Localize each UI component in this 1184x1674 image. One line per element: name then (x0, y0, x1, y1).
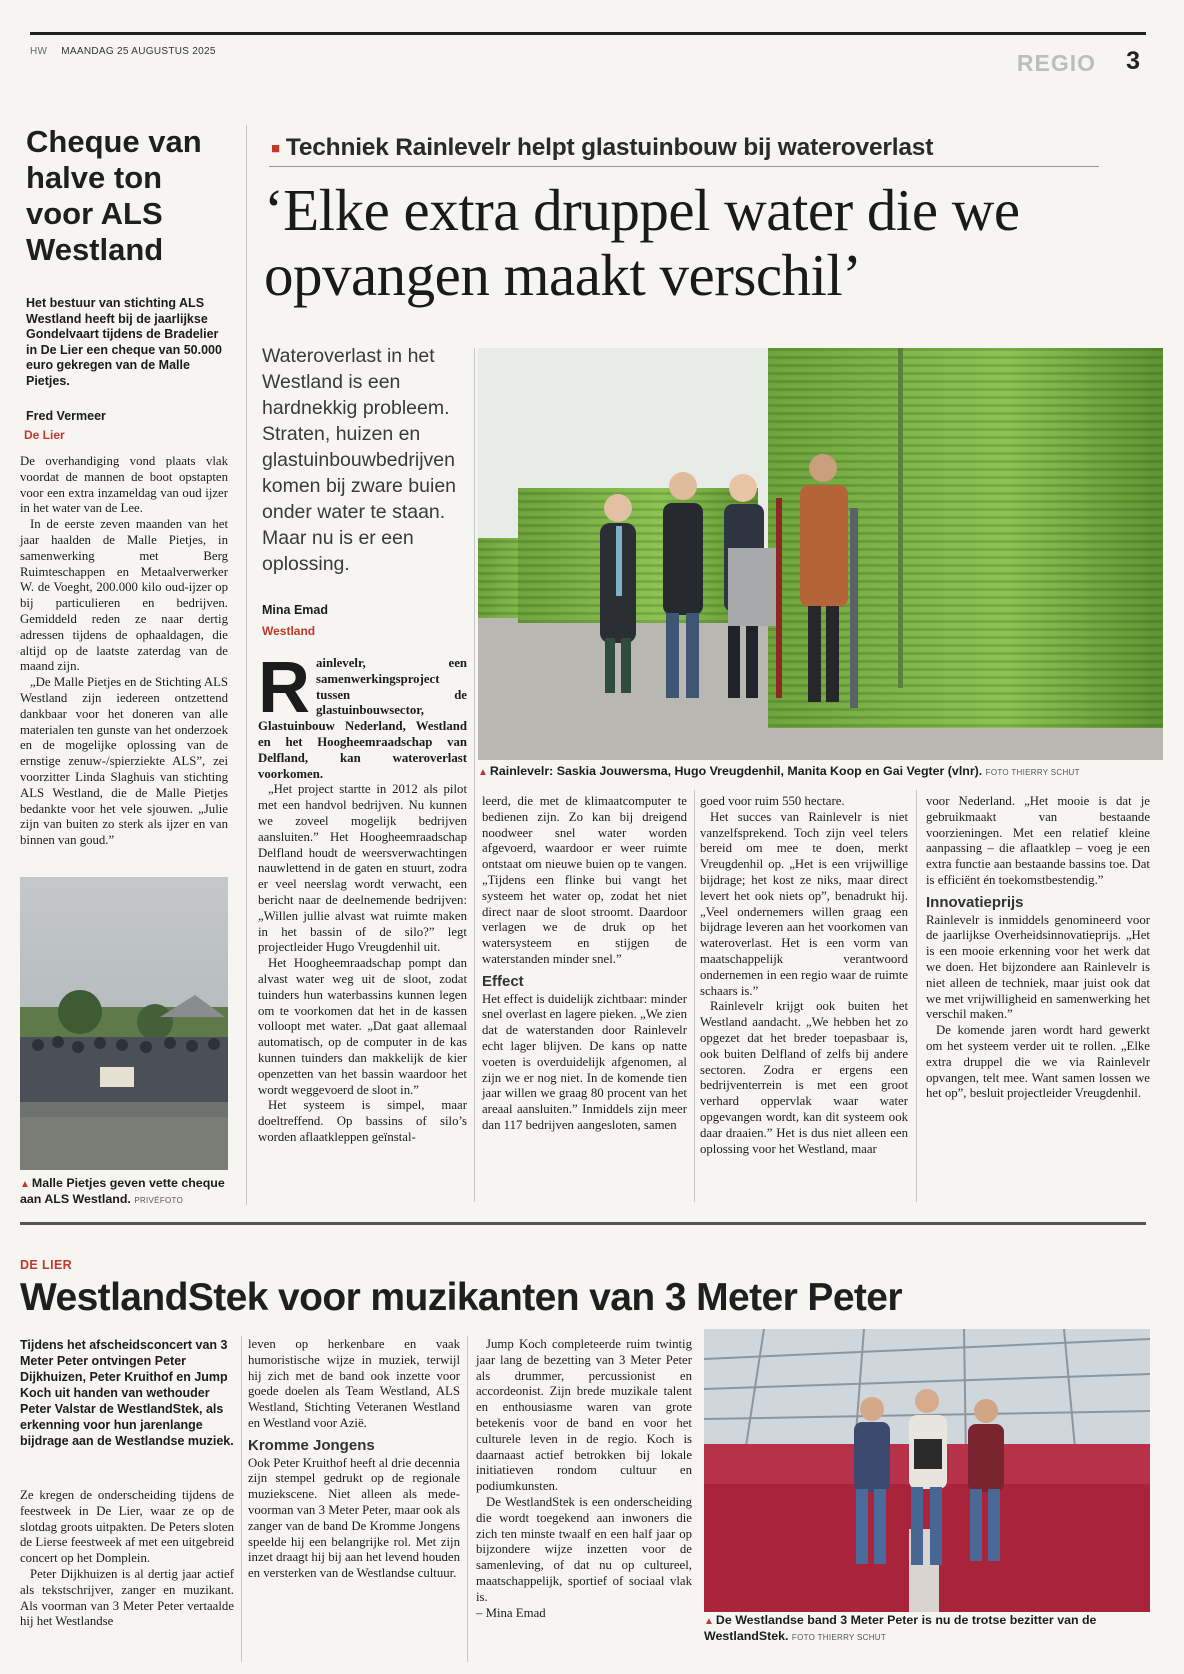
left-author: Fred Vermeer (26, 409, 106, 423)
subhead-kromme-jongens: Kromme Jongens (248, 1436, 375, 1454)
main-caption-text: Rainlevelr: Saskia Jouwersma, Hugo Vreugdenhil, Manita Koop en Gai Vegter (vlnr). (489, 764, 983, 778)
main-photo-caption (478, 764, 1163, 780)
cheque-photo-illustration (20, 877, 228, 1170)
issue-date: MAANDAG 25 AUGUSTUS 2025 (61, 46, 216, 57)
signoff: – Mina Emad (476, 1605, 546, 1620)
column-divider (467, 1336, 468, 1662)
main-paragraph: Het succes van Rainlevelr is niet vanzelfsprekend. Toch zijn veel telers bereid om mee te doen, merkt Vreugdenhil op. „Het is een vrijwillige bijdrage; het kost ze niks, maar direct levert het ook niets op”, benadrukt hij. „Veel ondernemers willen graag een bijdrage leveren aan het voorkomen van wateroverlast. Het is een vorm van maatschappelijk verantwoord ondernemen in een regio waar de ruimte schaars is.” (700, 809, 908, 998)
main-kicker (271, 134, 1101, 162)
bottom-column-3 (476, 1337, 692, 1621)
left-body (20, 454, 228, 849)
section-name: REGIO (1016, 50, 1096, 76)
subhead-effect: Effect (482, 972, 524, 990)
paper-code: HW (30, 46, 48, 57)
bottom-column-2 (248, 1337, 460, 1582)
left-photo-credit: PRIVÉFOTO (134, 1196, 184, 1205)
main-headline: ‘Elke extra druppel water die we opvangen maakt verschil’ (264, 177, 1020, 308)
main-paragraph: Het systeem is simpel, maar doeltreffend. Op bassins of silo’s worden aflaatkleppen geïnstal- (258, 1098, 467, 1144)
main-photo-credit: FOTO THIERRY SCHUT (985, 768, 1080, 777)
main-column-3 (700, 794, 908, 1157)
bottom-paragraph: Jump Koch completeerde ruim twintig jaar lang de bezetting van 3 Meter Peter als drummer, percussionist en accordeonist. Zijn brede muzikale talent en enthousiasme waren van grote betekenis voor de band en voor het culturele leven in de regio. Koch is daarnaast actief betrokken bij lokale initiatieven rondom cultuur en podiumkunsten. (476, 1337, 692, 1494)
main-paragraph: voor Nederland. „Het mooie is dat je gebruikmaakt van bestaande voorzieningen. Met een relatief kleine aanpassing – die aflaatklep – voeg je een extra functie aan bestaande bassins toe. Dat is efficiënt én toekomstbestendig.” (926, 794, 1150, 887)
main-paragraph: Het Hoogheemraadschap pompt dan alvast water weg uit de sloot, zodat tuinders hun waterbassins kunnen legen om te voorkomen dat het in de kassen volloopt met water. „Dat gaat allemaal automatisch, op de computer in de kas kunnen tuinders dan makkelijk de kier openzetten van het bassin waardoor het wordt weggevoerd de sloot in.” (258, 956, 467, 1097)
main-paragraph: leerd, die met de klimaatcomputer te bedienen zijn. Zo kan bij dreigend noodweer snel water worden afgevoerd, waardoor er weer ruimte ontstaat om nieuwe buien op te vangen. „Tijdens een flinke bui vangt het systeem het water op, zodat het niet direct naar de sloot stroomt. Daardoor verlagen we de druk op het watersysteem en stijgen de waterstanden minder snel.” (482, 794, 687, 966)
column-divider (241, 1336, 242, 1662)
bottom-column-1 (20, 1488, 234, 1630)
bottom-paragraph: Ze kregen de onderscheiding tijdens de feestweek in De Lier, waar ze op de slotdag groots uitpakten. De Peters sloten de Lierse feestweek af met een uitgebreid concert op het Domplein. (20, 1488, 234, 1566)
bottom-paragraph: De WestlandStek is een onderscheiding die wordt toegekend aan inwoners die zich ten minste twaalf en een half jaar op bijzondere wijze inzetten voor de samenleving, of dat nu op cultureel, maatschappelijk, sportief of sociaal vlak is. (476, 1494, 692, 1604)
bottom-place: DE LIER (20, 1258, 73, 1272)
main-lead: Rainlevelr, een samenwerkingsproject tussen de glastuinbouwsector, Glastuinbouw Nederland, Westland en het Hoogheemraadschap van Delfland, kan wateroverlast voorkomen. (258, 648, 467, 781)
bottom-paragraph: Peter Dijkhuizen is al dertig jaar actief als tekstschrijver, zanger en muzikant. Als voorman van 3 Meter Peter vertaalde hij het Westlandse (20, 1566, 234, 1629)
main-paragraph: goed voor ruim 550 hectare. (700, 794, 845, 808)
column-divider (916, 790, 917, 1202)
bottom-paragraph: Ook Peter Kruithof heeft al drie decennia zijn stempel gedrukt op de regionale muziekscene. Niet alleen als mede-voorman van 3 Meter Peter, maar ook als zanger van de band De Kromme Jongens speelde hij een belangrijke rol. Met zijn inzet draagt hij bij aan het levend houden en versterken van de Westlandse cultuur. (248, 1455, 460, 1581)
left-paragraph: In de eerste zeven maanden van het jaar haalden de Malle Pietjes, in samenwerking met Berg Ruimteschappen en Metaalverwerker W. de Voeght, 200.000 kilo oud-ijzer op bij particulieren en bedrijven. Gemiddeld reden ze naar dertig adressen tijdens de ophaaldagen, die altijd op de laatste zaterdag van de maand zijn. (20, 517, 228, 674)
main-intro: Wateroverlast in het Westland is een hardnekkig probleem. Straten, huizen en glastuinbouwbedrijven komen bij zware buien onder water te staan. Maar nu is er een oplossing. (262, 345, 457, 575)
main-place: Westland (262, 624, 316, 638)
main-paragraph: De komende jaren wordt hard gewerkt om het systeem verder uit te rollen. „Elke extra druppel die we via Rainlevelr opvangen, telt mee. Want samen lossen we het op”, besluit projectleider Vreugdenhil. (926, 1023, 1150, 1101)
drop-cap: R (258, 648, 310, 728)
bottom-photo-caption (704, 1613, 1156, 1645)
kicker-rule (269, 166, 1099, 167)
left-headline: Cheque van halve ton voor ALS Westland (26, 124, 202, 267)
bottom-paragraph: leven op herkenbare en vaak humoristische wijze in muziek, terwijl hij zich met de band ook inzette voor goede doelen als Team Westland, ALS Westland, Stichting Veteranen Westland en Westland voor Azië. (248, 1337, 460, 1430)
left-paragraph: „De Malle Pietjes en de Stichting ALS Westland zijn iedereen ontzettend dankbaar voor het doneren van alle materialen ten gunste van het onderzoek en de mogelijke oplossing van de ernstige zenuw-/spierziekte ALS”, zei voorzitter Linda Slaghuis van stichting ALS Westland, die de Malle Pietjes bedankte voor het vele sjouwen. „Julie zijn van buiten zo sterk als ijzer en van binnen van goud.” (20, 675, 228, 848)
kicker-triangle-icon: ■ (271, 140, 280, 158)
left-place: De Lier (24, 428, 65, 442)
page-number: 3 (1126, 47, 1140, 75)
main-photo (478, 348, 1163, 760)
main-paragraph: „Het project startte in 2012 als pilot met een handvol bedrijven. Nu kunnen we zoveel mogelijk bedrijven aansluiten.” Het Hoogheemraadschap Delfland houdt de weersverwachtingen nauwlettend in de gaten en stuurt, zodra er veel neerslag wordt verwacht, een bericht naar de deelnemende bedrijven: „Willen jullie alvast wat ruimte maken in het bassin of de silo?” legt projectleider Hugo Vreugdenhil uit. (258, 782, 467, 955)
main-author: Mina Emad (262, 603, 328, 617)
main-paragraph: Rainlevelr krijgt ook buiten het Westland aandacht. „We hebben het zo opgezet dat het breder toepasbaar is, ook buiten Delfland of zelfs bij andere sectoren. Zodra er ergens een bedrijventerrein is met een groot verhard oppervlak waar water opgevangen wordt, kan dit systeem ook daar draaien.” Het is dus niet alleen een oplossing voor het Westland, maar (700, 999, 908, 1156)
main-column-1 (258, 648, 467, 1146)
caption-triangle-icon: ▲ (478, 767, 488, 778)
column-divider (246, 125, 247, 1205)
column-divider (474, 348, 475, 1202)
bottom-headline: WestlandStek voor muzikanten van 3 Meter Peter (20, 1276, 902, 1319)
left-photo-caption (20, 1176, 235, 1208)
greenhouse-band-photo-illustration (704, 1329, 1150, 1612)
left-caption-text: Malle Pietjes geven vette cheque aan ALS Westland. (20, 1176, 225, 1206)
subhead-innovation: Innovatieprijs (926, 893, 1024, 911)
left-photo (20, 877, 228, 1170)
main-column-2 (482, 794, 687, 1134)
bottom-intro: Tijdens het afscheidsconcert van 3 Meter Peter ontvingen Peter Dijkhuizen, Peter Kruithof en Jump Koch uit handen van wethouder Peter Valstar de WestlandStek, als erkenning voor hun jarenlange bijdrage aan de Westlandse muziek. (20, 1338, 234, 1448)
bottom-photo-credit: FOTO THIERRY SCHUT (791, 1633, 887, 1642)
kicker-text: Techniek Rainlevelr helpt glastuinbouw bij wateroverlast (285, 134, 934, 161)
left-intro: Het bestuur van stichting ALS Westland heeft bij de jaarlijkse Gondelvaart tijdens de Bradelier in De Lier een cheque van 50.000 euro gekregen van de Malle Pietjes. (26, 296, 222, 388)
main-paragraph: Het effect is duidelijk zichtbaar: minder snel overlast en lagere pieken. „We zien dat de waterstanden door Rainlevelr echt lager blijven. De kans op natte voeten is overduidelijk afgenomen, al zijn we er nog niet. In de komende tien jaar willen we graag 80 procent van het areaal aansluiten.” Inmiddels zijn meer dan 117 bedrijven aangesloten, samen (482, 991, 687, 1132)
top-rule (30, 32, 1146, 35)
section-divider (20, 1222, 1146, 1225)
main-paragraph: Rainlevelr is inmiddels genomineerd voor de jaarlijkse Overheidsinnovatieprijs. „Het is een mooie erkenning voor het werk dat we doen. Het bijzondere aan Rainlevelr is niet alleen de techniek, maar juist ook dat we met vrijwilligheid en samenwerking het verschil maken.” (926, 912, 1150, 1022)
column-divider (694, 790, 695, 1202)
caption-triangle-icon: ▲ (704, 1616, 714, 1627)
left-paragraph: De overhandiging vond plaats vlak voordat de mannen de boot opstapten voor een extra inzameldag van oud ijzer in het water van de Lee. (20, 454, 228, 516)
bottom-caption-text: De Westlandse band 3 Meter Peter is nu de trotse bezitter van de WestlandStek. (704, 1613, 1097, 1643)
main-column-4 (926, 794, 1150, 1102)
bottom-photo (704, 1329, 1150, 1612)
caption-triangle-icon: ▲ (20, 1179, 30, 1190)
folio-line (30, 46, 216, 57)
rainlevelr-photo-illustration (478, 348, 1163, 760)
